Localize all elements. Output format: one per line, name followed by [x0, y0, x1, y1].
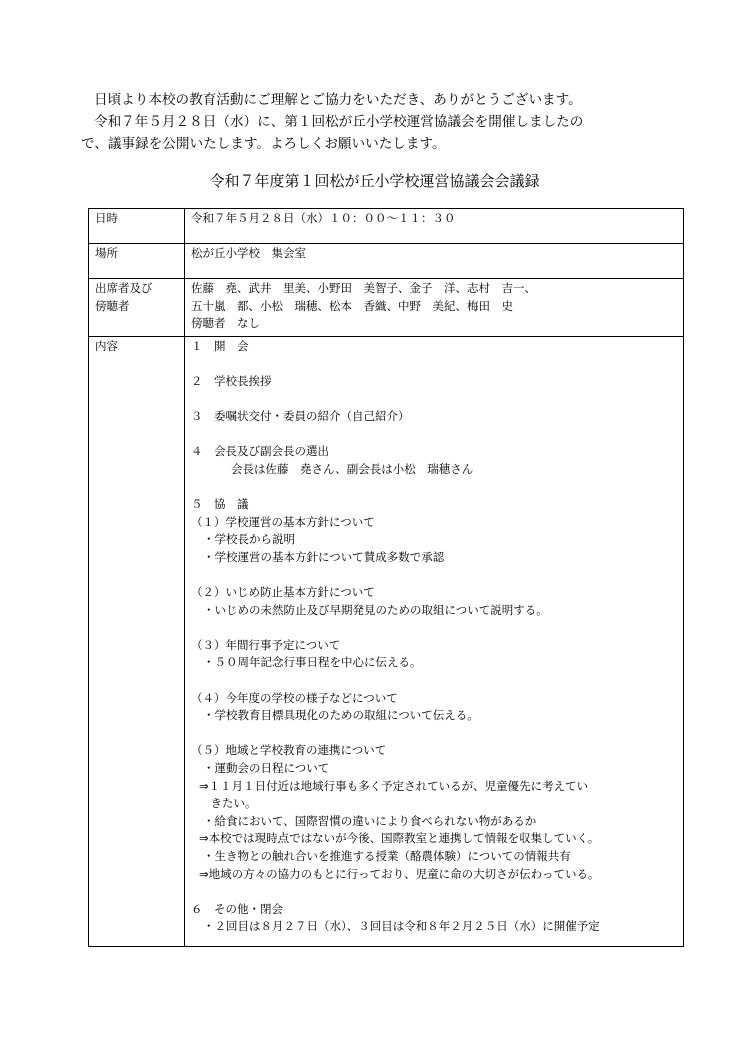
discussion-5-point-b: ・給食において、国際習慣の違いにより食べられない物があるか [203, 813, 537, 828]
attendees-value [185, 279, 684, 337]
discussion-1-point-b: ・学校運営の基本方針について賛成多数で承認 [203, 549, 445, 564]
spacer [191, 426, 677, 444]
item-discussion: ５ 協 議 [191, 497, 249, 512]
item-commission: ３ 委嘱状交付・委員の紹介（自己紹介） [191, 409, 410, 424]
place-value: 松が丘小学校 集会室 [185, 244, 684, 279]
spacer [191, 355, 677, 373]
discussion-4-point-a: ・学校教育目標具現化のための取組について伝える。 [203, 708, 479, 723]
spacer [191, 672, 677, 690]
attendees-label-line-1: 出席者及び [95, 281, 153, 295]
intro-line-1: 日頃より本校の教育活動にご理解とご協力をいただき、ありがとうございます。 [94, 92, 582, 108]
place-row [89, 244, 684, 279]
spacer [191, 725, 677, 743]
content-value [185, 336, 684, 946]
discussion-5-answer-a: ⇒１１月１日付近は地域行事も多く予定されているが、児童優先に考えてい [199, 778, 589, 793]
observers-line: 傍聴者 なし [191, 316, 260, 331]
content-row [89, 336, 684, 946]
item-other-closing: ６ その他・閉会 [191, 901, 283, 916]
discussion-5-point-c: ・生き物との触れ合いを推進する授業（酪農体験）についての情報共有 [203, 849, 571, 863]
spacer [191, 391, 677, 409]
spacer [191, 567, 677, 585]
spacer [191, 883, 677, 901]
discussion-5-answer-a-cont: きたい。 [199, 796, 257, 811]
intro-line-2: 令和７年５月２８日（水）に、第１回松が丘小学校運営協議会を開催しましたの [94, 114, 584, 130]
item-election: ４ 会長及び副会長の選出 [191, 444, 329, 459]
discussion-5-answer-b: ⇒本校では現時点ではないが今後、国際教室と連携して情報を収集していく。 [199, 831, 600, 846]
item-election-result: 会長は佐藤 堯さん、副会長は小松 瑞穂さん [231, 461, 474, 476]
attendees-label-line-2: 傍聴者 [95, 298, 130, 313]
discussion-5-answer-c: ⇒地域の方々の協力のもとに行っており、児童に命の大切さが伝わっている。 [199, 866, 600, 881]
discussion-2-point-a: ・いじめの未然防止及び早期発見のための取組について説明する。 [203, 602, 548, 617]
discussion-3-heading: （３）年間行事予定について [191, 637, 341, 652]
intro-line-3: で、議事録を公開いたします。よろしくお願いいたします。 [81, 136, 446, 152]
datetime-value: 令和７年５月２８日（水）１０：００～１１：３０ [185, 209, 684, 244]
minutes-title: 令和７年度第１回松が丘小学校運営協議会会議録 [209, 172, 540, 190]
discussion-5-heading: （５）地域と学校教育の連携について [191, 743, 387, 758]
item-opening: １ 開 会 [191, 338, 249, 353]
next-meetings: ・２回目は８月２７日（水）、３回目は令和８年２月２５日（水）に開催予定 [203, 919, 600, 934]
discussion-1-point-a: ・学校長から説明 [203, 532, 295, 547]
discussion-1-heading: （１）学校運営の基本方針について [191, 514, 375, 529]
attendees-line-1: 佐藤 堯、武井 里美、小野田 美智子、金子 洋、志村 吉一、 [191, 281, 536, 295]
place-label: 場所 [89, 244, 185, 279]
attendees-line-2: 五十嵐 都、小松 瑞穂、松本 香織、中野 美紀、梅田 史 [191, 298, 513, 313]
attendees-label [89, 279, 185, 337]
attendees-row [89, 279, 684, 337]
spacer [191, 479, 677, 497]
datetime-row [89, 209, 684, 244]
discussion-4-heading: （４）今年度の学校の様子などについて [191, 690, 398, 705]
item-principal-greeting: ２ 学校長挨拶 [191, 373, 272, 388]
datetime-label: 日時 [89, 209, 185, 244]
minutes-table [88, 208, 684, 947]
discussion-2-heading: （２）いじめ防止基本方針について [191, 585, 375, 600]
spacer [191, 619, 677, 637]
discussion-3-point-a: ・５０周年記念行事日程を中心に伝える。 [203, 655, 422, 670]
intro-text [81, 89, 681, 155]
discussion-5-point-a: ・運動会の日程について [203, 761, 330, 776]
content-label: 内容 [89, 336, 185, 946]
